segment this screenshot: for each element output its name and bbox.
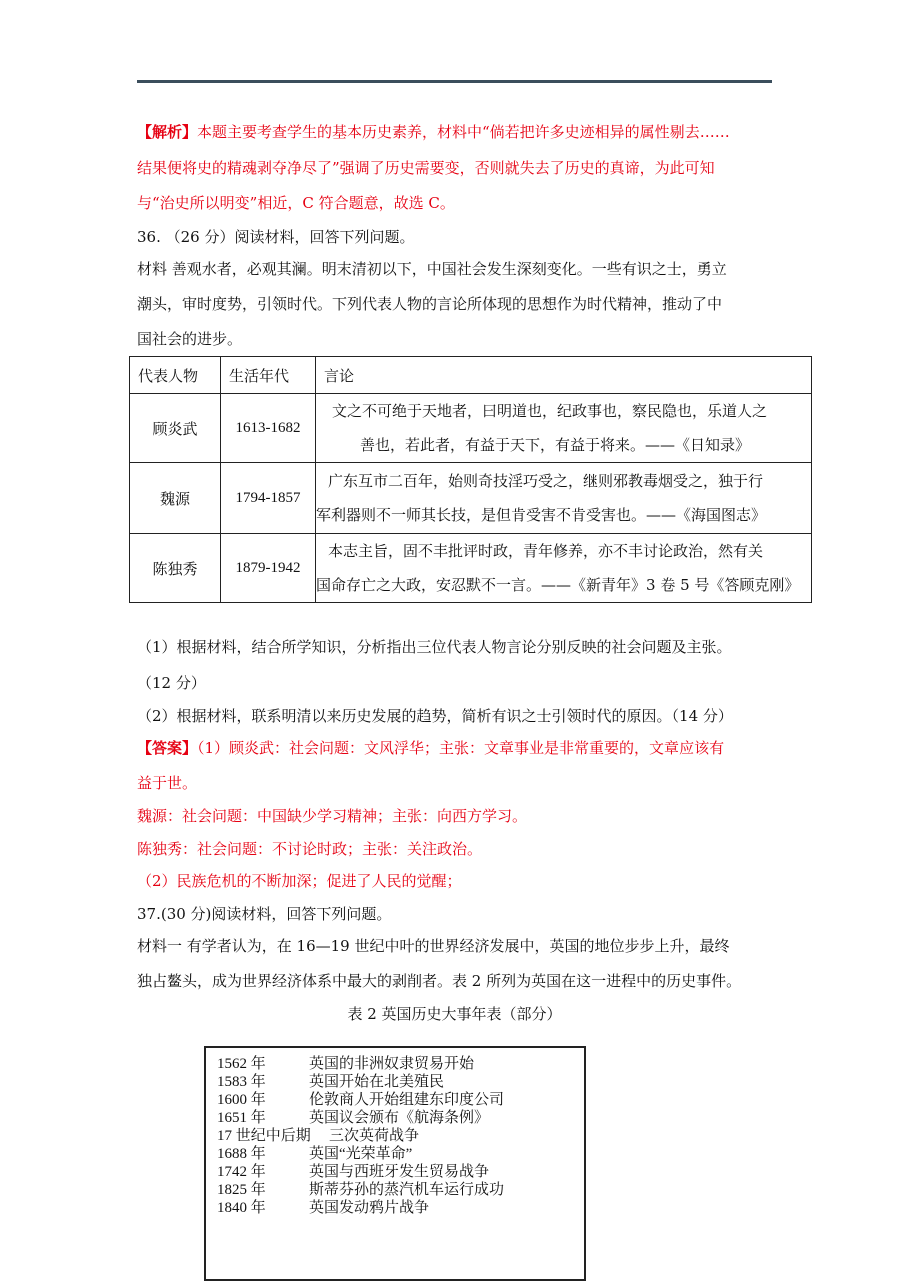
table-row [130,463,812,534]
q37-material-1: 材料一 有学者认为，在 16—19 世纪中叶的世界经济发展中，英国的地位步步上升，最终 [137,937,730,955]
header-years: 生活年代 [221,357,316,394]
event-row: 1583 年 英国开始在北美殖民 [217,1074,445,1090]
answer-tag: 【答案】 [137,739,198,757]
header-rule [137,80,772,83]
table-caption: 表 2 英国历史大事年表（部分） [347,1005,562,1023]
header-quote: 言论 [316,357,812,394]
events-box [204,1046,586,1281]
row-name: 魏源 [130,463,221,534]
row-name: 顾炎武 [130,394,221,463]
analysis-line-2: 结果便将史的精魂剥夺净尽了”强调了历史需要变，否则就失去了历史的真谛，为此可知 [137,159,715,177]
answer-line-1: 【答案】（1）顾炎武：社会问题：文风浮华；主张：文章事业是非常重要的，文章应该有 [137,739,725,757]
table-row [130,534,812,603]
event-row: 1742 年 英国与西班牙发生贸易战争 [217,1164,490,1180]
row-name: 陈独秀 [130,534,221,603]
table-header-row [130,357,812,394]
answer-line-3: 魏源：社会问题：中国缺少学习精神；主张：向西方学习。 [137,807,528,825]
row-quote: 本志主旨，固不丰批评时政，青年修养，亦不丰讨论政治，然有关 国命存亡之大政，安忍默不一言。——《新青年》3 卷 5 号《答顾克刚》 [316,534,812,603]
answer-line-2: 益于世。 [137,774,198,792]
analysis-line-1: 【解析】本题主要考查学生的基本历史素养，材料中“倘若把许多史迹相异的属性剔去…… [137,123,730,141]
answer-line-5: （2）民族危机的不断加深；促进了人民的觉醒； [137,872,462,890]
header-person: 代表人物 [130,357,221,394]
event-row: 1825 年 斯蒂芬孙的蒸汽机车运行成功 [217,1182,505,1198]
q36-sub2: （2）根据材料，联系明清以来历史发展的趋势，简析有识之士引领时代的原因。（14 分） [137,707,733,725]
analysis-line-3: 与“治史所以明变”相近，C 符合题意，故选 C。 [137,194,455,212]
event-row: 1688 年 英国“光荣革命” [217,1146,413,1162]
answer-line-4: 陈独秀：社会问题：不讨论时政；主张：关注政治。 [137,840,483,858]
q36-sub1-points: （12 分） [137,674,206,692]
event-row: 1562 年 英国的非洲奴隶贸易开始 [217,1056,475,1072]
event-row: 1840 年 英国发动鸦片战争 [217,1200,430,1216]
event-row: 17 世纪中后期 三次英荷战争 [217,1128,420,1144]
q36-sub1: （1）根据材料，结合所学知识，分析指出三位代表人物言论分别反映的社会问题及主张。 [137,638,732,656]
analysis-tag: 【解析】 [137,123,198,141]
row-years: 1879-1942 [221,534,316,603]
q36-material-2: 潮头，审时度势，引领时代。下列代表人物的言论所体现的思想作为时代精神，推动了中 [137,295,723,313]
q37-title: 37.(30 分)阅读材料，回答下列问题。 [137,905,392,923]
row-quote: 广东互市二百年，始则奇技淫巧受之，继则邪教毒烟受之，独于行 军利器则不一师其长技，是但肯受害不肯受害也。——《海国图志》 [316,463,812,534]
q36-material-1: 材料 善观水者，必观其澜。明末清初以下，中国社会发生深刻变化。一些有识之士，勇立 [137,260,727,278]
q36-title: 36. （26 分）阅读材料，回答下列问题。 [137,228,415,246]
row-years: 1613-1682 [221,394,316,463]
row-years: 1794-1857 [221,463,316,534]
q36-material-3: 国社会的进步。 [137,330,243,348]
thinkers-table [129,356,812,603]
event-row: 1651 年 英国议会颁布《航海条例》 [217,1110,490,1126]
q37-material-2: 独占鳌头，成为世界经济体系中最大的剥削者。表 2 所列为英国在这一进程中的历史事件。 [137,972,742,990]
table-row [130,394,812,463]
row-quote: 文之不可绝于天地者，曰明道也，纪政事也，察民隐也，乐道人之 善也，若此者，有益于天下，有益于将来。——《日知录》 [316,394,812,463]
event-row: 1600 年 伦敦商人开始组建东印度公司 [217,1092,505,1108]
